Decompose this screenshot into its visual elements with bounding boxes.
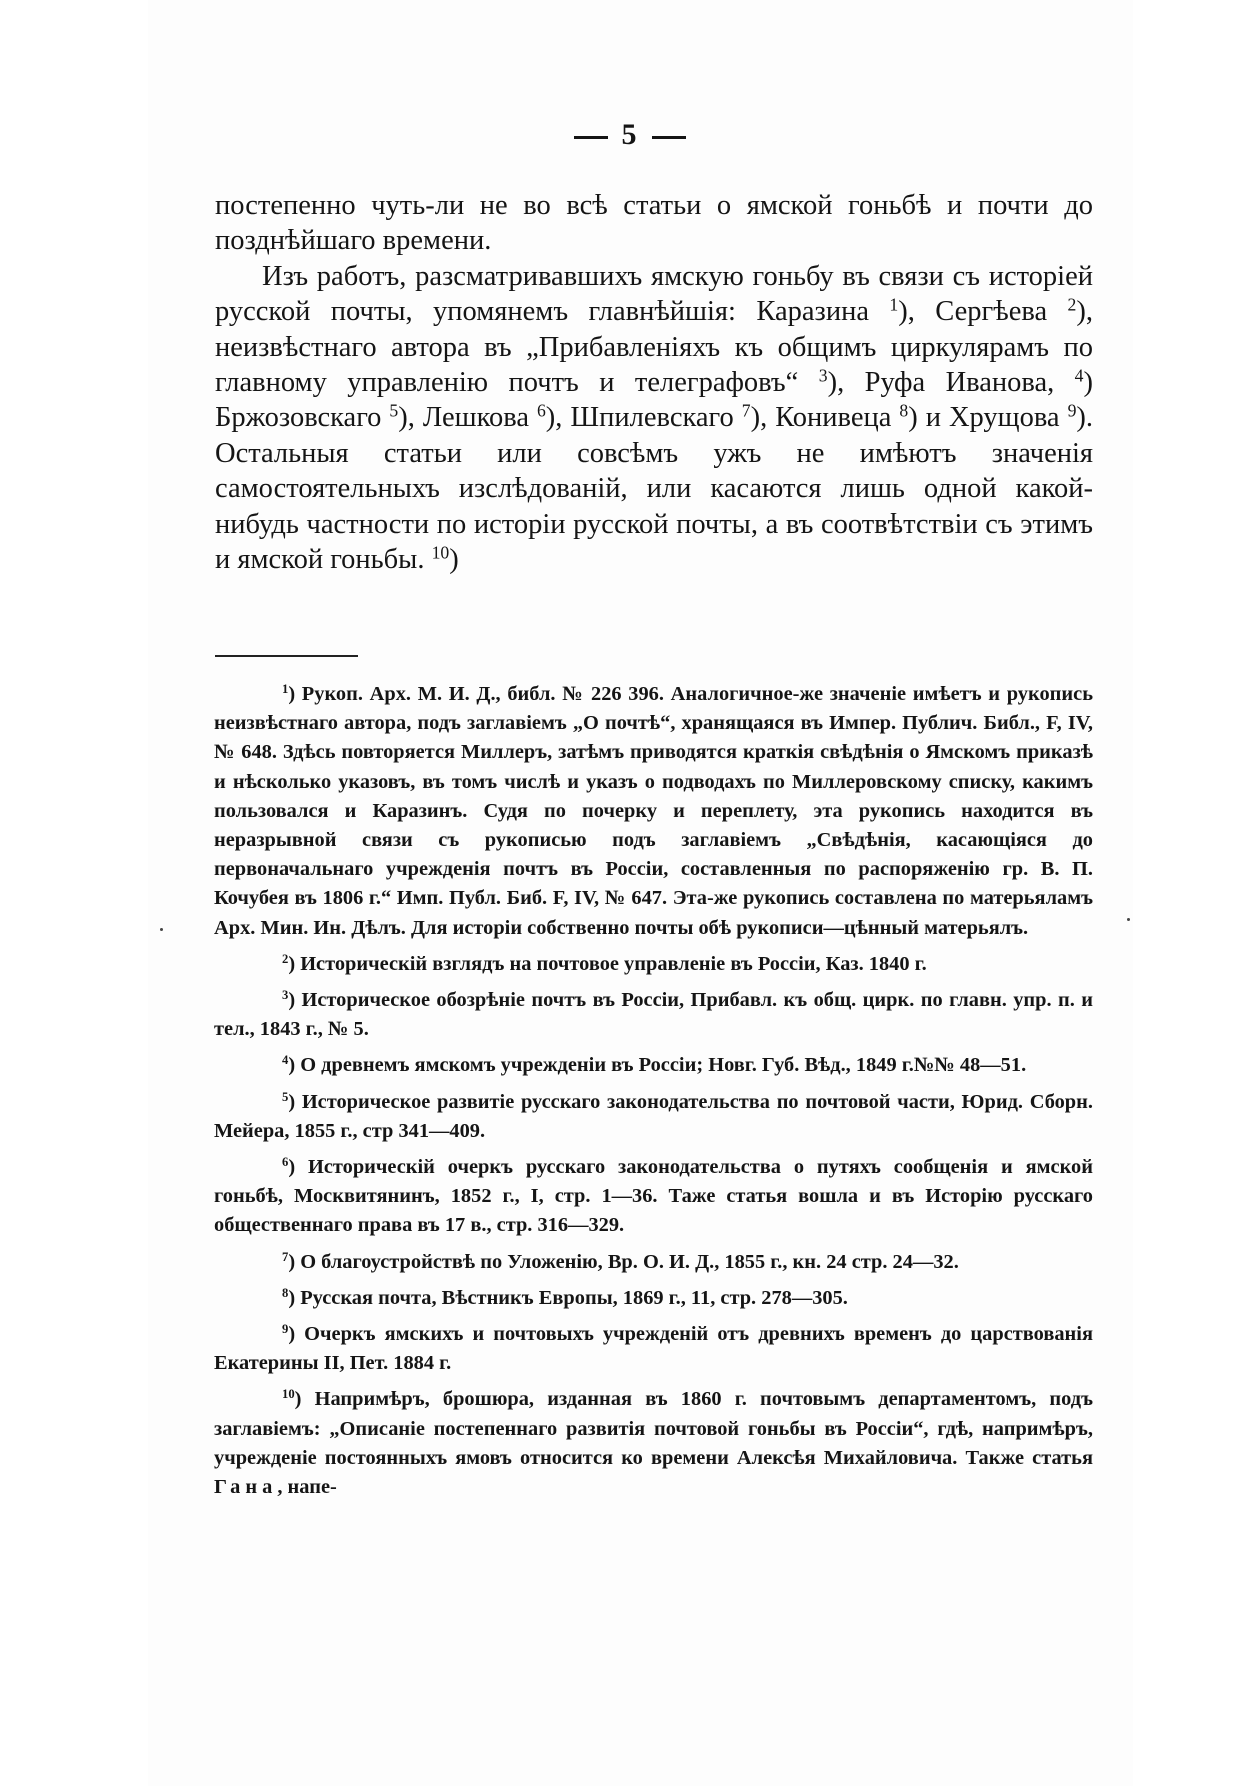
spaced-author-name: Гана: [214, 1476, 278, 1499]
footnote-ref-6: 6: [536, 400, 546, 421]
footnote-ref-5: 5: [389, 400, 399, 421]
left-dash: [574, 136, 608, 139]
paragraph-continuation: постепенно чуть-ли не во всѣ статьи о ямской гоньбѣ и почти до позднѣйшаго времени.: [215, 190, 1093, 257]
footnote-ref-2: 2: [1067, 294, 1077, 315]
footnote-7: $^7$) О благоустройствѣ по Уложенію, Вр. О. И. Д., 1855 г., кн. 24 стр. 24—32.: [282, 1249, 959, 1273]
footnotes: [214, 680, 1093, 1509]
main-text: [215, 188, 1093, 577]
footnote-ref-8: 8: [899, 400, 909, 421]
scan-speck: [1127, 918, 1130, 921]
footnote-9: $^9$) Очеркъ ямскихъ и почтовыхъ учрежденій отъ древнихъ временъ до царствованія Екатерины II, Пет. 1884 г.: [214, 1322, 1093, 1375]
page-number: [0, 118, 1259, 152]
footnote-4: $^4$) О древнемъ ямскомъ учрежденіи въ Россіи; Новг. Губ. Вѣд., 1849 г.№№ 48—51.: [282, 1053, 1027, 1077]
footnote-separator: [215, 655, 358, 657]
footnote-2: $^2$) Историческій взглядъ на почтовое управленіе въ Россіи, Каз. 1840 г.: [282, 951, 927, 975]
footnote-ref-9: 9: [1067, 400, 1077, 421]
footnote-3: $^3$) Историческое обозрѣніе почтъ въ Россіи, Прибавл. къ общ. цирк. по главн. упр. п. и тел., 1843 г., № 5.: [214, 988, 1093, 1041]
right-dash: [652, 136, 686, 139]
page-number-digit: 5: [621, 118, 638, 151]
footnote-ref-3: 3: [818, 365, 828, 386]
footnote-8: $^8$) Русская почта, Вѣстникъ Европы, 1869 г., 11, стр. 278—305.: [282, 1285, 848, 1309]
footnote-1: $^1$) Рукоп. Арх. М. И. Д., библ. № 226 396. Аналогичное-же значеніе имѣетъ и рукопись неизвѣстнаго автора, подъ заглавіемъ „О почтѣ“, хранящаяся въ Импер. Публич. Библ., F, IV, № 648. Здѣсь повторяется Миллеръ, затѣмъ приводятся краткія свѣдѣнія о Ямскомъ приказѣ и нѣсколько указовъ, въ томъ числѣ и указъ о подводахъ по Миллеровскому списку, какимъ пользовался и Каразинъ. Судя по почерку и переплету, эта рукопись находится въ неразрывной связи съ рукописью подъ заглавіемъ „Свѣдѣнія, касающіяся до первоначальнаго учрежденія почтъ въ Россіи, составленныя по распоряженію гр. В. П. Кочубея въ 1806 г.“ Имп. Публ. Биб. F, IV, № 647. Эта-же рукопись составлена по матерьяламъ Арх. Мин. Ин. Дѣлъ. Для исторіи собственно почты обѣ рукописи—цѣнный матерьялъ.: [214, 682, 1093, 939]
footnote-ref-7: 7: [741, 400, 751, 421]
footnote-10: $^{10}$) Напримѣръ, брошюра, изданная въ 1860 г. почтовымъ департаментомъ, подъ заглавіемъ: „Описаніе постепеннаго развитія почтовой гоньбы въ Россіи“, гдѣ, напримѣръ, учрежденіе постоянныхъ ямовъ относится ко времени Алексѣя Михайловича. Также статья Гана, напе-: [214, 1387, 1093, 1499]
footnote-ref-10: 10: [431, 542, 450, 563]
scan-speck: [160, 928, 163, 931]
footnote-ref-1: 1: [889, 294, 899, 315]
footnote-6: $^6$) Историческій очеркъ русскаго законодательства о путяхъ сообщенія и ямской гоньбѣ, Москвитянинъ, 1852 г., I, стр. 1—36. Таже статья вошла и въ Исторію русскаго общественнаго права въ 17 в., стр. 316—329.: [214, 1155, 1093, 1237]
footnote-ref-4: 4: [1074, 365, 1084, 386]
paragraph-works-list: Изъ работъ, разсматривавшихъ ямскую гоньбу въ связи съ исторіей русской почты, упомянемъ главнѣйшія: Каразина $^1$), Сергѣева $^2$), неизвѣстнаго автора въ „Прибавленіяхъ къ общимъ циркулярамъ по главному управленію почтъ и телеграфовъ“ $^3$), Руфа Иванова, $^4$) Бржозовскаго $^5$), Лешкова $^6$), Шпилевскаго $^7$), Конивеца $^8$) и Хрущова $^9$). Остальныя статьи или совсѣмъ ужъ не имѣютъ значенія самостоятельныхъ изслѣдованій, или касаются лишь одной какой-нибудь частности по исторіи русской почты, а въ соотвѣтствіи съ этимъ и ямской гоньбы. $^{10}$): [215, 260, 1094, 576]
footnote-5: $^5$) Историческое развитіе русскаго законодательства по почтовой части, Юрид. Сборн. Мейера, 1855 г., стр 341—409.: [214, 1089, 1093, 1142]
